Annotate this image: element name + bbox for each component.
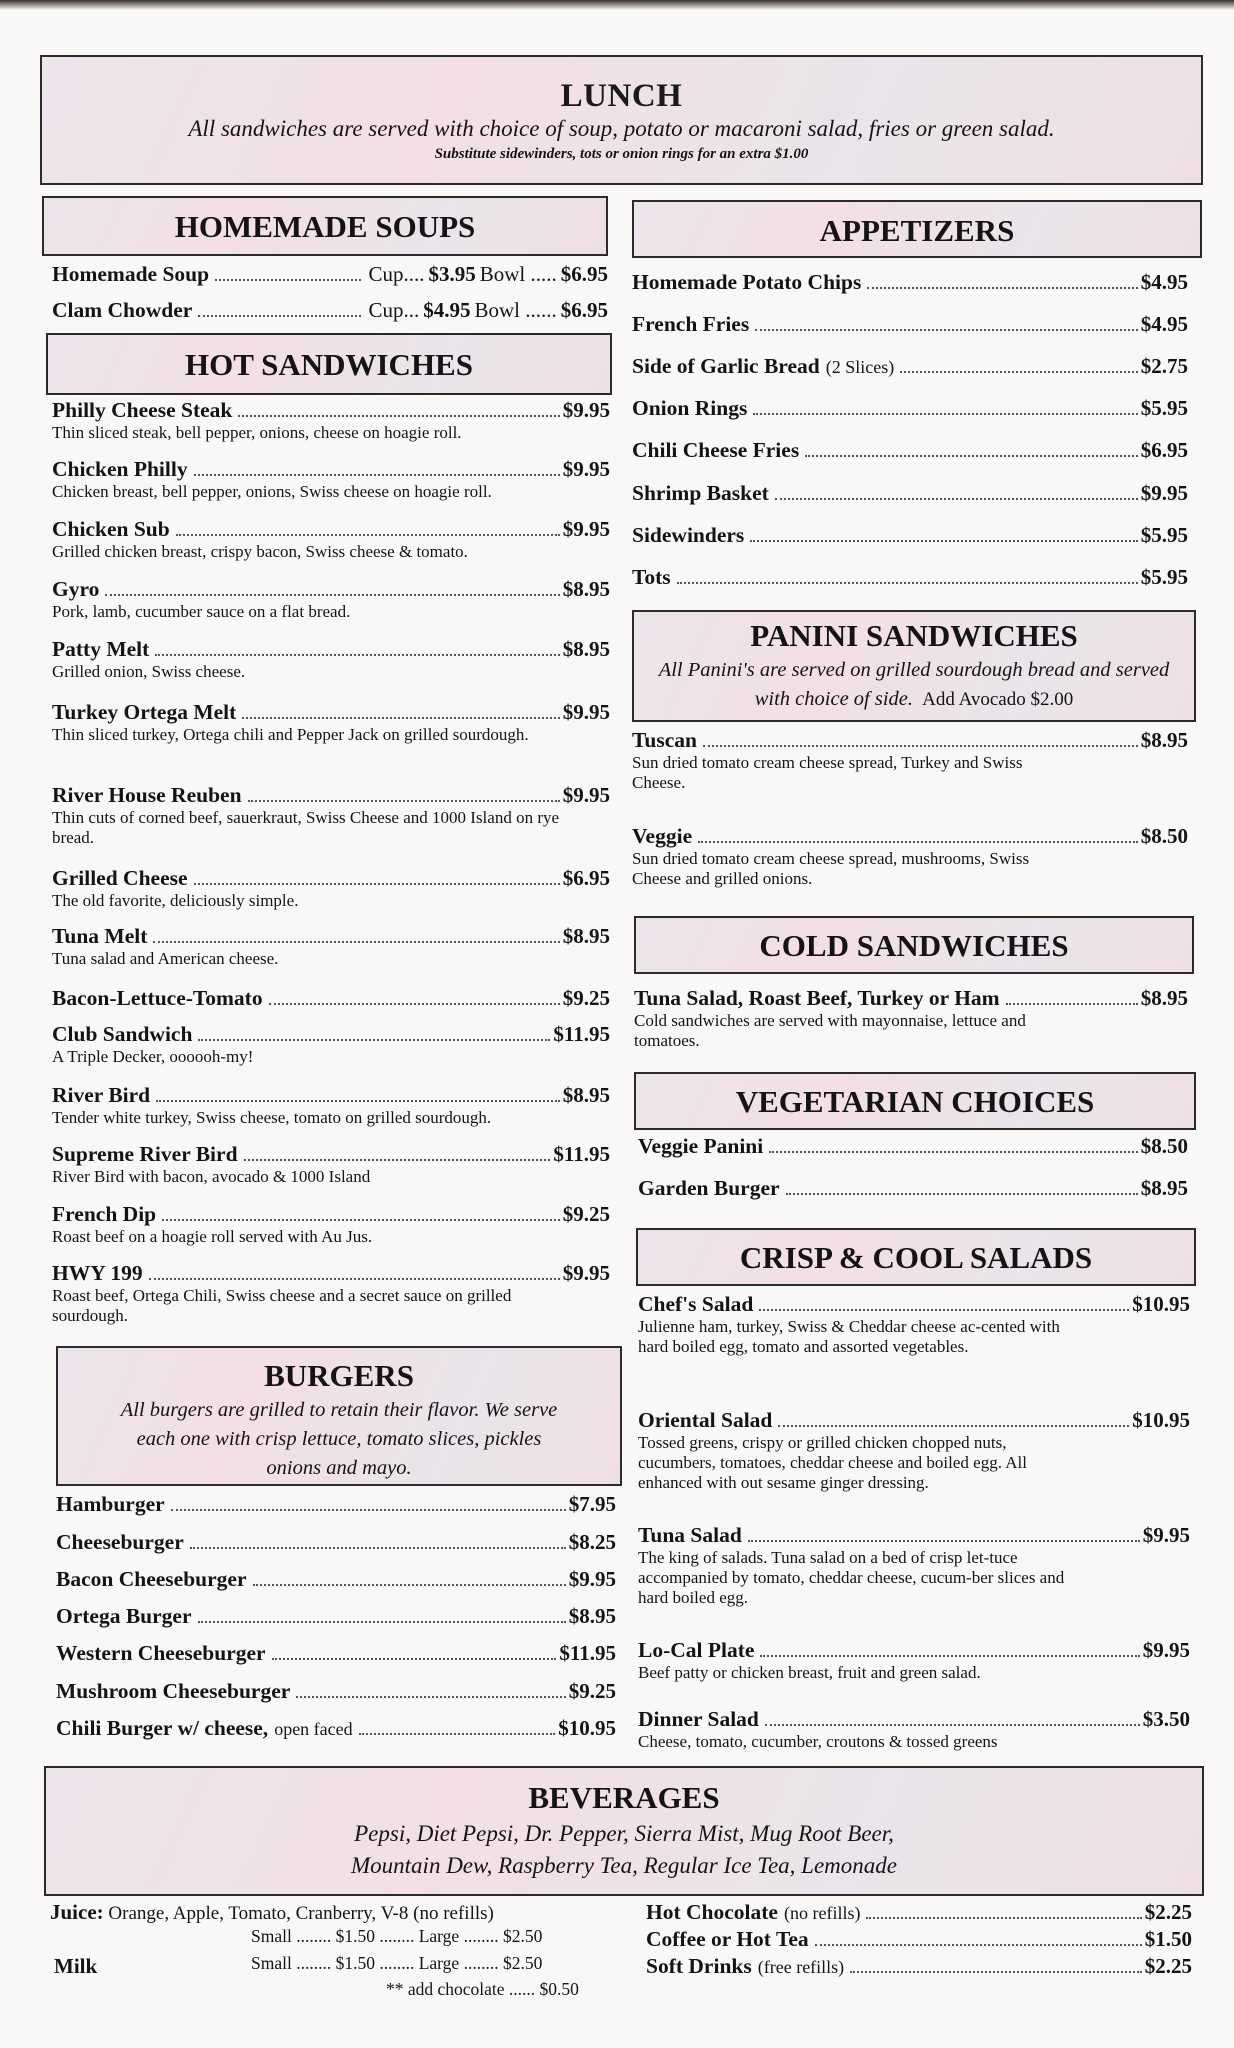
menu-item <box>632 565 1188 590</box>
juice-label: Juice: <box>50 1900 104 1924</box>
menu-item <box>646 1927 1192 1952</box>
item-name: Tuna Salad, Roast Beef, Turkey or Ham <box>634 986 1000 1010</box>
item-description: River Bird with bacon, avocado & 1000 Island <box>52 1167 371 1186</box>
appetizers-header <box>632 200 1202 258</box>
menu-item-row <box>646 1900 1192 1925</box>
item-name: Oriental Salad <box>638 1408 773 1432</box>
cup-label: Cup... <box>368 298 420 322</box>
item-name: Clam Chowder <box>52 298 193 322</box>
item-price: $9.95 <box>562 398 610 422</box>
item-price: $5.95 <box>1140 565 1188 589</box>
panini-addon: Add Avocado $2.00 <box>922 689 1074 710</box>
item-name: Grilled Cheese <box>52 866 188 890</box>
cup-price: $4.95 <box>423 298 471 322</box>
item-name: Ortega Burger <box>56 1604 192 1628</box>
cup-price: $3.95 <box>428 262 476 286</box>
panini-subtitle-text: All Panini's are served on grilled sourdough bread and served with choice of side. <box>658 659 1170 710</box>
item-name: Hot Chocolate <box>646 1900 778 1924</box>
leader-dots <box>753 413 1137 415</box>
menu-item <box>52 924 610 969</box>
soup-row <box>52 298 608 323</box>
item-name: Veggie <box>632 824 693 848</box>
item-note: (2 Slices) <box>825 357 895 377</box>
item-note: (free refills) <box>757 1957 845 1977</box>
leader-dots <box>272 1658 557 1660</box>
menu-item-row <box>638 1176 1188 1201</box>
leader-dots <box>155 654 559 656</box>
burgers-header <box>56 1346 622 1486</box>
menu-item-row <box>632 312 1188 337</box>
menu-item-row <box>632 396 1188 421</box>
item-price: $8.95 <box>568 1604 616 1628</box>
item-price: $9.95 <box>562 700 610 724</box>
item-description: Thin cuts of corned beef, sauerkraut, Swiss Cheese and 1000 Island on rye bread. <box>52 808 560 847</box>
soup-item <box>52 262 608 287</box>
item-price: $9.95 <box>568 1567 616 1591</box>
menu-item <box>632 270 1188 295</box>
lunch-header <box>40 55 1203 185</box>
item-name: Coffee or Hot Tea <box>646 1927 809 1951</box>
item-price: $8.95 <box>562 1083 610 1107</box>
leader-dots <box>750 540 1137 542</box>
item-name: Garden Burger <box>638 1176 780 1200</box>
item-description: A Triple Decker, oooooh-my! <box>52 1047 254 1066</box>
leader-dots <box>786 1193 1138 1195</box>
item-name: River Bird <box>52 1083 151 1107</box>
item-price: $9.95 <box>1142 1523 1190 1547</box>
menu-item-row <box>52 1261 610 1286</box>
item-price: $11.95 <box>559 1641 616 1665</box>
lunch-subtitle: All sandwiches are served with choice of soup, potato or macaroni salad, fries or green salad. <box>188 116 1055 141</box>
item-note: open faced <box>274 1719 353 1739</box>
menu-item-row <box>52 457 610 482</box>
item-price: $8.95 <box>1140 986 1188 1010</box>
item-name: Supreme River Bird <box>52 1142 238 1166</box>
item-price: $5.95 <box>1140 396 1188 420</box>
menu-item-row <box>632 565 1188 590</box>
item-price: $2.75 <box>1140 354 1188 378</box>
item-description: Julienne ham, turkey, Swiss & Cheddar cheese ac-cented with hard boiled egg, tomato and assorted vegetables. <box>638 1317 1060 1356</box>
menu-item-row <box>646 1954 1192 1979</box>
leader-dots <box>215 279 361 281</box>
item-name: Homemade Potato Chips <box>632 270 862 294</box>
cold-title: COLD SANDWICHES <box>759 928 1069 963</box>
item-name: Tuna Melt <box>52 924 148 948</box>
menu-item <box>632 523 1188 548</box>
item-price: $5.95 <box>1140 523 1188 547</box>
menu-item <box>56 1679 616 1704</box>
burgers-subtitle: All burgers are grilled to retain their flavor. We serve each one with crisp lettuce, tomato slices, pickles onions and mayo. <box>120 1399 558 1479</box>
menu-item <box>632 728 1188 793</box>
soups-header <box>42 196 608 256</box>
item-price: $8.25 <box>568 1530 616 1554</box>
item-name: Bacon-Lettuce-Tomato <box>52 986 263 1010</box>
leader-dots <box>677 582 1138 584</box>
item-name: River House Reuben <box>52 783 242 807</box>
leader-dots <box>765 1724 1140 1726</box>
item-description: Roast beef on a hoagie roll served with Au Jus. <box>52 1227 373 1246</box>
panini-title: PANINI SANDWICHES <box>750 618 1078 653</box>
item-name: French Dip <box>52 1202 157 1226</box>
leader-dots <box>171 1509 566 1511</box>
leader-dots <box>194 883 560 885</box>
item-name: Veggie Panini <box>638 1134 764 1158</box>
menu-item-row <box>52 517 610 542</box>
item-price: $9.95 <box>1142 1638 1190 1662</box>
item-price: $7.95 <box>568 1492 616 1516</box>
menu-item-row <box>52 986 610 1011</box>
menu-item <box>52 1083 610 1128</box>
leader-dots <box>760 1655 1139 1657</box>
item-name: Dinner Salad <box>638 1707 759 1731</box>
item-price: $9.95 <box>562 457 610 481</box>
leader-dots <box>748 1540 1140 1542</box>
menu-item-row <box>56 1679 616 1704</box>
item-price: $8.50 <box>1140 824 1188 848</box>
menu-item <box>638 1638 1190 1683</box>
item-name: Mushroom Cheeseburger <box>56 1679 291 1703</box>
item-description: Roast beef, Ortega Chili, Swiss cheese and a secret sauce on grilled sourdough. <box>52 1286 512 1325</box>
leader-dots <box>105 594 559 596</box>
item-name: French Fries <box>632 312 750 336</box>
cup-label: Cup.... <box>368 262 425 286</box>
menu-item <box>638 1176 1188 1201</box>
item-price: $9.25 <box>562 986 610 1010</box>
bowl-label: Bowl ..... <box>479 262 557 286</box>
menu-item <box>52 700 610 745</box>
leader-dots <box>149 1278 560 1280</box>
menu-item-row <box>632 824 1188 849</box>
item-price: $11.95 <box>553 1142 610 1166</box>
menu-item <box>632 824 1188 889</box>
item-description: Thin sliced steak, bell pepper, onions, cheese on hoagie roll. <box>52 423 462 442</box>
item-price: $8.95 <box>562 637 610 661</box>
menu-item <box>52 1022 610 1067</box>
juice-row <box>50 1900 494 1925</box>
item-price: $9.25 <box>562 1202 610 1226</box>
burgers-title: BURGERS <box>264 1358 414 1393</box>
lunch-note: Substitute sidewinders, tots or onion rings for an extra $1.00 <box>434 146 809 162</box>
item-description: Sun dried tomato cream cheese spread, mushrooms, Swiss Cheese and grilled onions. <box>632 849 1030 888</box>
juice-list: Orange, Apple, Tomato, Cranberry, V-8 (no refills) <box>108 1903 494 1924</box>
hot-header <box>46 333 612 395</box>
menu-item-row <box>638 1134 1188 1159</box>
item-name: Soft Drinks <box>646 1954 752 1978</box>
bowl-price: $6.95 <box>560 298 608 322</box>
item-description: Grilled onion, Swiss cheese. <box>52 662 246 681</box>
item-name: Gyro <box>52 577 100 601</box>
item-description: The old favorite, deliciously simple. <box>52 891 299 910</box>
menu-item-row <box>632 481 1188 506</box>
menu-item <box>638 1292 1190 1357</box>
item-price: $3.50 <box>1142 1707 1190 1731</box>
item-description: Grilled chicken breast, crispy bacon, Swiss cheese & tomato. <box>52 542 468 561</box>
menu-item-row <box>52 783 610 808</box>
leader-dots <box>296 1696 565 1698</box>
leader-dots <box>900 371 1138 373</box>
menu-item <box>56 1716 616 1741</box>
menu-item-row <box>646 1927 1192 1952</box>
item-price: $8.95 <box>562 577 610 601</box>
leader-dots <box>176 534 560 536</box>
item-price: $10.95 <box>1132 1408 1190 1432</box>
item-description: The king of salads. Tuna salad on a bed of crisp let-tuce accompanied by tomato, cheddar cheese, cucum-ber slices and hard boiled egg. <box>638 1548 1065 1607</box>
veg-header <box>634 1072 1196 1130</box>
menu-item <box>56 1604 616 1629</box>
appetizers-title: APPETIZERS <box>819 213 1015 248</box>
item-name: Sidewinders <box>632 523 745 547</box>
item-name: Hamburger <box>56 1492 165 1516</box>
item-price: $2.25 <box>1144 1954 1192 1978</box>
item-price: $9.95 <box>562 1261 610 1285</box>
item-name: Tots <box>632 565 671 589</box>
item-name: HWY 199 <box>52 1261 143 1285</box>
menu-item-row <box>52 398 610 423</box>
item-price: $10.95 <box>558 1716 616 1740</box>
item-price: $10.95 <box>1132 1292 1190 1316</box>
chocolate-addon: ** add chocolate ...... $0.50 <box>386 1979 579 1999</box>
item-description: Pork, lamb, cucumber sauce on a flat bread. <box>52 602 351 621</box>
leader-dots <box>162 1219 560 1221</box>
salads-title: CRISP & COOL SALADS <box>739 1240 1093 1275</box>
menu-item-row <box>52 700 610 725</box>
item-name: Cheeseburger <box>56 1530 184 1554</box>
menu-item <box>638 1408 1190 1493</box>
item-price: $6.95 <box>1140 438 1188 462</box>
menu-item <box>56 1492 616 1517</box>
item-price: $9.95 <box>562 783 610 807</box>
item-description: Tuna salad and American cheese. <box>52 949 279 968</box>
item-name: Chicken Philly <box>52 457 188 481</box>
leader-dots <box>238 415 559 417</box>
menu-item <box>52 1142 610 1187</box>
item-price: $8.50 <box>1140 1134 1188 1158</box>
leader-dots <box>769 1151 1138 1153</box>
item-name: Shrimp Basket <box>632 481 769 505</box>
item-price: $9.95 <box>562 517 610 541</box>
item-price: $1.50 <box>1144 1927 1192 1951</box>
menu-item <box>632 481 1188 506</box>
item-name: Patty Melt <box>52 637 150 661</box>
menu-item-row <box>52 577 610 602</box>
menu-item-row <box>56 1604 616 1629</box>
panini-subtitle <box>634 656 1194 714</box>
leader-dots <box>359 1733 556 1735</box>
menu-item-row <box>638 1707 1190 1732</box>
bowl-price: $6.95 <box>560 262 608 286</box>
item-description: Thin sliced turkey, Ortega chili and Pepper Jack on grilled sourdough. <box>52 725 529 744</box>
menu-item-row <box>56 1641 616 1666</box>
menu-item-row <box>632 523 1188 548</box>
menu-item <box>52 637 610 682</box>
menu-item-row <box>52 1142 610 1167</box>
leader-dots <box>194 474 560 476</box>
menu-item-row <box>638 1523 1190 1548</box>
salads-header <box>636 1228 1196 1286</box>
menu-item-row <box>56 1716 616 1741</box>
menu-item <box>638 1707 1190 1752</box>
item-name: Philly Cheese Steak <box>52 398 233 422</box>
menu-item-row <box>52 637 610 662</box>
leader-dots <box>190 1547 566 1549</box>
beverages-line1: Pepsi, Diet Pepsi, Dr. Pepper, Sierra Mist, Mug Root Beer, <box>354 1821 894 1846</box>
item-name: Lo-Cal Plate <box>638 1638 755 1662</box>
menu-item <box>638 1523 1190 1608</box>
menu-item-row <box>52 924 610 949</box>
menu-item <box>52 577 610 622</box>
item-name: Tuscan <box>632 728 697 752</box>
leader-dots <box>248 800 560 802</box>
menu-item <box>52 398 610 443</box>
menu-item-row <box>634 986 1188 1011</box>
item-price: $8.95 <box>562 924 610 948</box>
leader-dots <box>242 717 559 719</box>
leader-dots <box>805 455 1138 457</box>
lunch-title: LUNCH <box>560 78 683 114</box>
menu-item-row <box>632 728 1188 753</box>
menu-item-row <box>638 1292 1190 1317</box>
leader-dots <box>775 498 1138 500</box>
menu-item-row <box>52 1022 610 1047</box>
menu-item-row <box>638 1638 1190 1663</box>
menu-item <box>56 1530 616 1555</box>
menu-item <box>646 1954 1192 1979</box>
item-description: Beef patty or chicken breast, fruit and green salad. <box>638 1663 981 1682</box>
item-name: Chili Cheese Fries <box>632 438 800 462</box>
soup-item <box>52 298 608 323</box>
item-description: Chicken breast, bell pepper, onions, Swiss cheese on hoagie roll. <box>52 482 492 501</box>
item-price: $11.95 <box>553 1022 610 1046</box>
menu-item <box>56 1567 616 1592</box>
veg-title: VEGETARIAN CHOICES <box>735 1084 1095 1119</box>
menu-item <box>632 354 1188 379</box>
item-name: Tuna Salad <box>638 1523 742 1547</box>
item-name: Onion Rings <box>632 396 748 420</box>
milk-label: Milk <box>54 1954 98 1978</box>
leader-dots <box>198 315 361 317</box>
item-price: $9.95 <box>1140 481 1188 505</box>
leader-dots <box>698 841 1138 843</box>
item-price: $8.95 <box>1140 728 1188 752</box>
leader-dots <box>198 1039 550 1041</box>
item-name: Homemade Soup <box>52 262 210 286</box>
menu-item-row <box>632 438 1188 463</box>
leader-dots <box>778 1425 1129 1427</box>
leader-dots <box>866 1917 1141 1919</box>
menu-item <box>52 517 610 562</box>
menu-item-row <box>52 1083 610 1108</box>
panini-header <box>632 610 1196 722</box>
menu-item-row <box>632 270 1188 295</box>
item-name: Chicken Sub <box>52 517 170 541</box>
menu-item <box>632 396 1188 421</box>
leader-dots <box>1006 1003 1138 1005</box>
menu-item-row <box>56 1492 616 1517</box>
item-price: $9.25 <box>568 1679 616 1703</box>
item-name: Chef's Salad <box>638 1292 754 1316</box>
leader-dots <box>867 287 1137 289</box>
leader-dots <box>253 1584 566 1586</box>
item-name: Turkey Ortega Melt <box>52 700 237 724</box>
menu-item <box>52 1261 610 1326</box>
item-description: Tender white turkey, Swiss cheese, tomato on grilled sourdough. <box>52 1108 492 1127</box>
leader-dots <box>198 1621 566 1623</box>
beverages-title: BEVERAGES <box>528 1780 720 1815</box>
menu-item <box>52 986 610 1011</box>
leader-dots <box>244 1159 551 1161</box>
soup-row <box>52 262 608 287</box>
menu-item-row <box>638 1408 1190 1433</box>
beverages-line2: Mountain Dew, Raspberry Tea, Regular Ice Tea, Lemonade <box>351 1853 897 1878</box>
menu-item <box>52 1202 610 1247</box>
item-description: Cheese, tomato, cucumber, croutons & tossed greens <box>638 1732 998 1751</box>
item-description: Cold sandwiches are served with mayonnaise, lettuce and tomatoes. <box>634 1011 1026 1050</box>
leader-dots <box>759 1309 1129 1311</box>
menu-item <box>634 986 1188 1051</box>
soups-title: HOMEMADE SOUPS <box>174 209 476 244</box>
menu-item <box>646 1900 1192 1925</box>
menu-item <box>638 1134 1188 1159</box>
leader-dots <box>850 1971 1142 1973</box>
menu-item <box>632 312 1188 337</box>
juice-sizes: Small ........ $1.50 ........ Large ........ $2.50 <box>251 1926 543 1946</box>
item-name: Side of Garlic Bread <box>632 354 820 378</box>
bowl-label: Bowl ...... <box>474 298 557 322</box>
milk-sizes: Small ........ $1.50 ........ Large ........ $2.50 <box>251 1953 543 1973</box>
menu-item-row <box>52 1202 610 1227</box>
menu-item-row <box>52 866 610 891</box>
item-note: (no refills) <box>783 1903 861 1923</box>
leader-dots <box>703 745 1138 747</box>
item-price: $6.95 <box>562 866 610 890</box>
menu-item <box>52 866 610 911</box>
menu-item <box>56 1641 616 1666</box>
menu-item-row <box>632 354 1188 379</box>
item-description: Sun dried tomato cream cheese spread, Turkey and Swiss Cheese. <box>632 753 1023 792</box>
item-name: Bacon Cheeseburger <box>56 1567 247 1591</box>
hot-title: HOT SANDWICHES <box>185 347 473 382</box>
leader-dots <box>815 1944 1142 1946</box>
menu-item-row <box>56 1567 616 1592</box>
item-name: Western Cheeseburger <box>56 1641 266 1665</box>
leader-dots <box>269 1003 560 1005</box>
item-price: $4.95 <box>1140 312 1188 336</box>
item-name: Chili Burger w/ cheese, <box>56 1716 269 1740</box>
item-price: $4.95 <box>1140 270 1188 294</box>
beverages-header <box>44 1766 1204 1896</box>
page-edge <box>0 0 1234 10</box>
menu-item <box>632 438 1188 463</box>
menu-item <box>52 457 610 502</box>
item-description: Tossed greens, crispy or grilled chicken chopped nuts, cucumbers, tomatoes, cheddar cheese and boiled egg. All enhanced with out sesame ginger dressing. <box>638 1433 1027 1492</box>
menu-item <box>52 783 610 848</box>
leader-dots <box>153 941 559 943</box>
leader-dots <box>755 329 1138 331</box>
leader-dots <box>156 1100 560 1102</box>
menu-item-row <box>56 1530 616 1555</box>
item-price: $8.95 <box>1140 1176 1188 1200</box>
item-price: $2.25 <box>1144 1900 1192 1924</box>
item-name: Club Sandwich <box>52 1022 193 1046</box>
cold-header <box>634 916 1194 974</box>
